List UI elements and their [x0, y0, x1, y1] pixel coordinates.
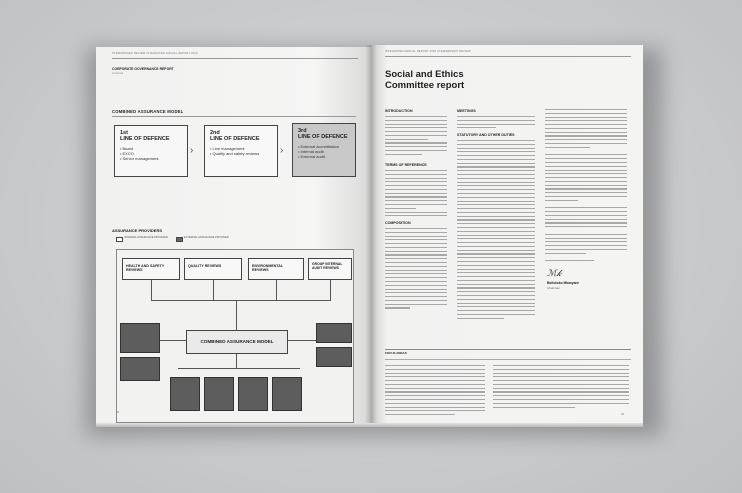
right-page [371, 45, 643, 423]
header-rule [385, 56, 631, 57]
report-title [385, 69, 464, 91]
signature-mark: ℳ𝓀 [547, 269, 562, 279]
left-page [96, 47, 371, 423]
connector [236, 300, 237, 330]
external-provider-box [316, 323, 352, 343]
title-line: Committee report [385, 80, 465, 91]
legend-swatch-internal [116, 237, 123, 242]
defence-num: 3rd [298, 128, 307, 134]
heading: STATUTORY AND OTHER DUTIES [457, 133, 515, 137]
provider-box [248, 258, 304, 280]
paragraph-lines [385, 116, 447, 158]
page-number: 99 [621, 412, 625, 416]
paragraph-lines [545, 109, 627, 264]
connector [151, 280, 152, 300]
defence-num: 2nd [210, 130, 220, 136]
provider-label: GROUP INTERNAL AUDIT REVIEWS [312, 262, 343, 270]
diagram-rule [112, 116, 356, 117]
connector [160, 340, 186, 341]
defence-item: • External audit [298, 154, 325, 159]
table-col-lines [385, 365, 485, 418]
combined-assurance-center-box [186, 330, 288, 354]
provider-label: HEALTH AND SAFETY REVIEWS [126, 264, 165, 273]
connector [288, 340, 316, 341]
connector [151, 300, 331, 301]
center-box-label: COMBINED ASSURANCE MODEL [200, 339, 274, 344]
signature-name: Boitshoko Mbanyane [547, 281, 580, 285]
first-line-of-defence-box [114, 125, 188, 177]
external-provider-box [170, 377, 200, 411]
defence-item: • Board [120, 146, 134, 151]
second-line-of-defence-box [204, 125, 278, 177]
external-provider-box [120, 357, 160, 381]
legend-swatch-external [176, 237, 183, 242]
page-number: 98 [116, 410, 120, 414]
title-line: Social and Ethics [385, 69, 464, 80]
defence-item: • EXCO [120, 151, 134, 156]
defence-label: LINE OF DEFENCE [298, 134, 348, 140]
heading: COMPOSITION [385, 221, 411, 225]
defence-item: • Line management [210, 146, 245, 151]
signature-role: Chairman [547, 286, 561, 290]
left-running-header: STEWARDSHIP REVIEW INTEGRATED ANNUAL REPORT 2020 [112, 52, 198, 55]
defence-item: • External accreditation [298, 144, 339, 149]
book-gutter [365, 45, 377, 423]
section-subtitle: continued [112, 72, 124, 75]
defence-item: • Senior management [120, 156, 159, 161]
connector [236, 354, 237, 368]
defence-item: • Quality and safety reviews [210, 151, 260, 156]
right-running-header: INTEGRATED ANNUAL REPORT 2020 STEWARDSHIP REVIEW [385, 50, 471, 53]
paragraph-lines [385, 170, 447, 219]
provider-box [122, 258, 180, 280]
table-rule [385, 349, 631, 350]
heading: INTRODUCTION [385, 109, 413, 113]
external-provider-box [272, 377, 302, 411]
external-provider-box [316, 347, 352, 367]
paragraph-lines [457, 116, 535, 131]
defence-num: 1st [120, 130, 128, 136]
legend-internal: INTERNAL ASSURANCE PROVIDER [124, 236, 168, 239]
defence-item: • Internal audit [298, 149, 324, 154]
external-provider-box [120, 323, 160, 353]
third-line-of-defence-box [292, 123, 356, 177]
defence-label: LINE OF DEFENCE [120, 136, 170, 142]
connector [213, 280, 214, 300]
heading: MEETINGS [457, 109, 476, 113]
legend-external: EXTERNAL ASSURANCE PROVIDER [184, 236, 229, 239]
provider-label: QUALITY REVIEWS [188, 264, 222, 268]
external-provider-box [238, 377, 268, 411]
arrow-icon: › [280, 145, 284, 156]
connector [178, 368, 300, 369]
defence-label: LINE OF DEFENCE [210, 136, 260, 142]
heading: TERMS OF REFERENCE [385, 163, 427, 167]
focus-areas-heading: FOCUS AREAS [385, 351, 407, 355]
provider-box [184, 258, 242, 280]
page-edges [96, 423, 643, 427]
table-col-lines [493, 365, 629, 410]
external-provider-box [204, 377, 234, 411]
connector [276, 280, 277, 300]
header-rule [112, 58, 358, 59]
table-rule [385, 359, 631, 360]
provider-label: ENVIRONMENTAL REVIEWS [252, 264, 284, 273]
connector [330, 280, 331, 300]
arrow-icon: › [190, 145, 194, 156]
providers-title: ASSURANCE PROVIDERS [112, 228, 163, 233]
provider-box [308, 258, 352, 280]
paragraph-lines [385, 228, 447, 311]
diagram-title: COMBINED ASSURANCE MODEL [112, 109, 184, 114]
section-title: CORPORATE GOVERNANCE REPORT [112, 67, 174, 71]
paragraph-lines [457, 140, 535, 322]
